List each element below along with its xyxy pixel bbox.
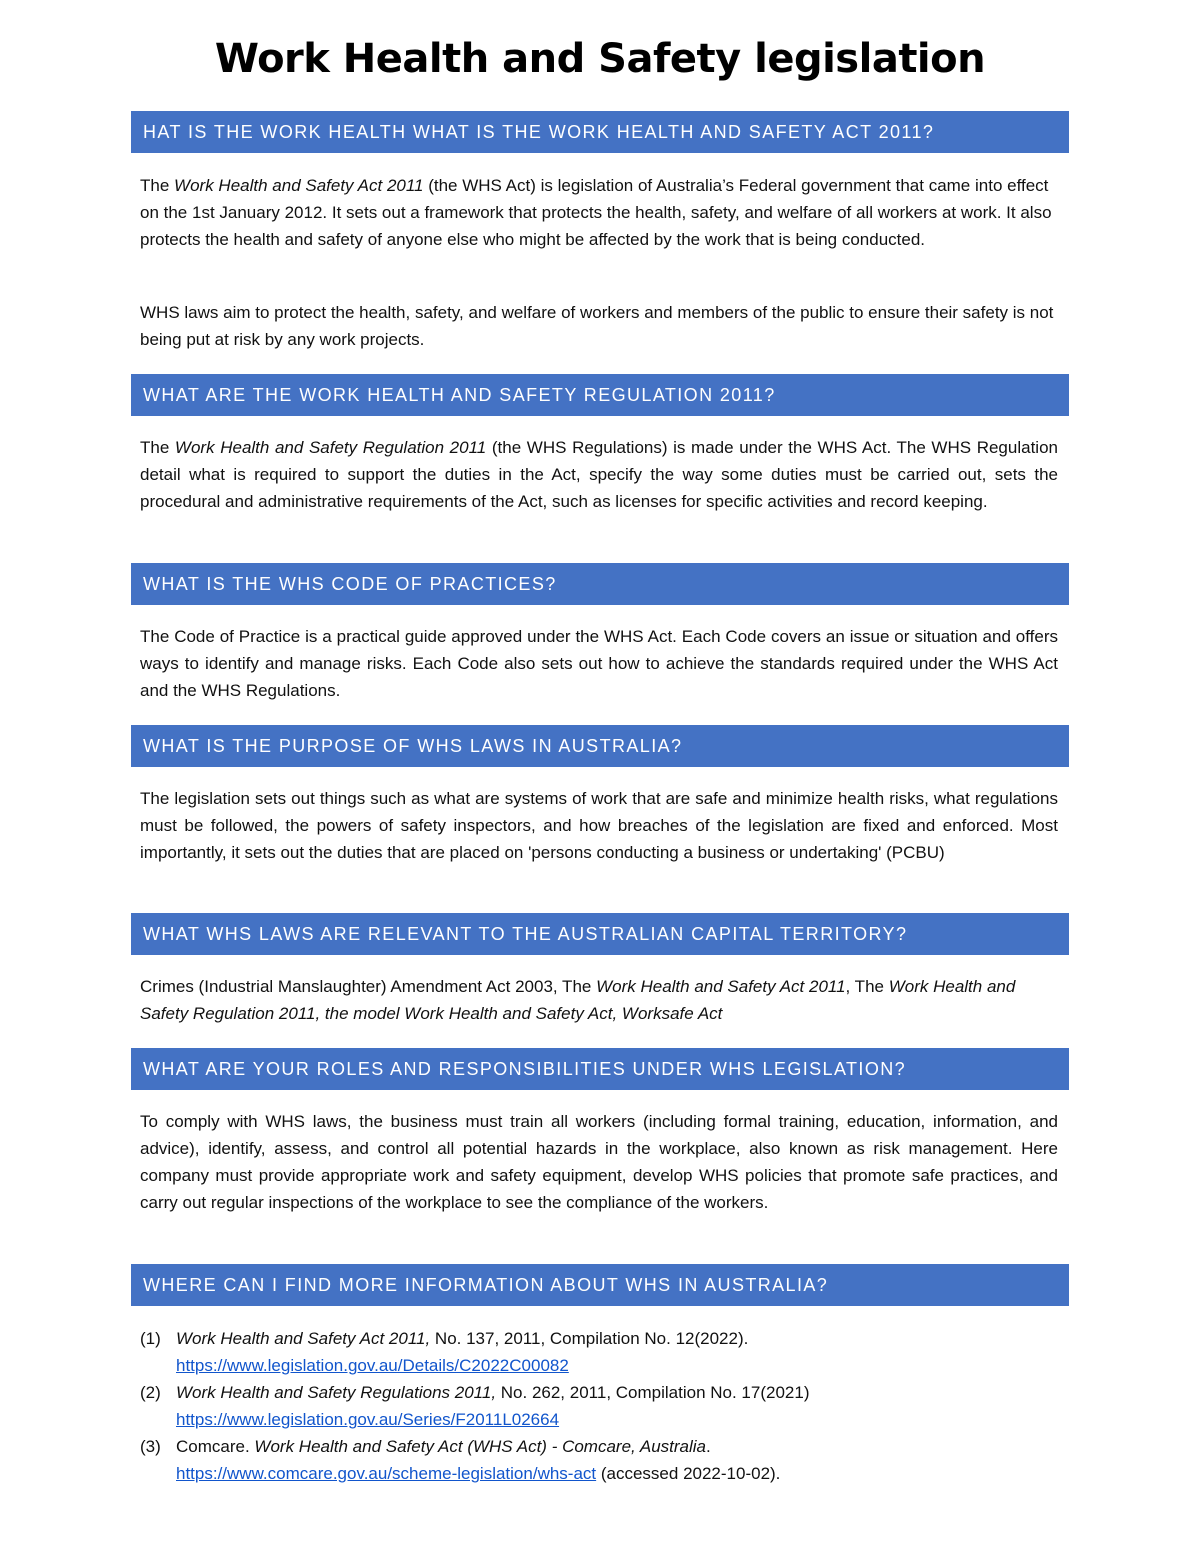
reference-link-comcare[interactable]: https://www.comcare.gov.au/scheme-legislation/whs-act: [176, 1464, 597, 1483]
section-heading-whs-regulation: WHAT ARE THE WORK HEALTH AND SAFETY REGULATION 2011?: [131, 374, 1069, 416]
reference-number: (1): [140, 1329, 161, 1348]
section-heading-code-of-practices: WHAT IS THE WHS CODE OF PRACTICES?: [131, 563, 1069, 605]
paragraph-purpose: The legislation sets out things such as what are systems of work that are safe and minimize health risks, what regulations must be followed, the powers of safety inspectors, and how breaches of the legislation are fixed and enforced. Most importantly, it sets out the duties that are placed on 'persons conducting a business or undertaking' (PCBU): [140, 789, 1058, 862]
section-heading-whs-act: HAT IS THE WORK HEALTH WHAT IS THE WORK HEALTH AND SAFETY ACT 2011?: [131, 111, 1069, 153]
reference-number: (2): [140, 1383, 161, 1402]
reference-item: (1) Work Health and Safety Act 2011, No. 137, 2011, Compilation No. 12(2022). https://www.legislation.gov.au/Details/C2022C00082: [140, 1325, 1058, 1379]
reference-link-whs-regulations[interactable]: https://www.legislation.gov.au/Series/F2011L02664: [176, 1410, 560, 1429]
reference-item: (2) Work Health and Safety Regulations 2011, No. 262, 2011, Compilation No. 17(2021) https://www.legislation.gov.au/Series/F2011L02664: [140, 1379, 1058, 1433]
paragraph-act-relevant-laws: Crimes (Industrial Manslaughter) Amendment Act 2003, The Work Health and Safety Act 2011, The Work Health and Safety Regulation 2011, the model Work Health and Safety Act, Worksafe Act: [140, 977, 1016, 1023]
section-heading-purpose: WHAT IS THE PURPOSE OF WHS LAWS IN AUSTRALIA?: [131, 725, 1069, 767]
reference-list: [140, 1325, 1058, 1487]
reference-item: (3) Comcare. Work Health and Safety Act (WHS Act) - Comcare, Australia. https://www.comcare.gov.au/scheme-legislation/whs-act (accessed 2022-10-02).: [140, 1433, 1058, 1487]
paragraph-whs-laws-aim: WHS laws aim to protect the health, safety, and welfare of workers and members of the public to ensure their safety is not being put at risk by any work projects.: [140, 303, 1054, 349]
paragraph-roles-responsibilities: To comply with WHS laws, the business must train all workers (including formal training, education, information, and advice), identify, assess, and control all potential hazards in the workplace, also known as risk management. Here company must provide appropriate work and safety equipment, develop WHS policies that promote safe practices, and carry out regular inspections of the workplace to see the compliance of the workers.: [140, 1112, 1058, 1212]
paragraph-code-of-practice: The Code of Practice is a practical guide approved under the WHS Act. Each Code covers an issue or situation and offers ways to identify and manage risks. Each Code also sets out how to achieve the standards required under the WHS Act and the WHS Regulations.: [140, 627, 1058, 700]
page-title: Work Health and Safety legislation: [214, 36, 986, 82]
paragraph-whs-regulation: The Work Health and Safety Regulation 2011 (the WHS Regulations) is made under the WHS Act. The WHS Regulation detail what is required to support the duties in the Act, specify the way some duties must be carried out, sets the procedural and administrative requirements of the Act, such as licenses for specific activities and record keeping.: [140, 438, 1058, 511]
section-heading-roles-responsibilities: WHAT ARE YOUR ROLES AND RESPONSIBILITIES UNDER WHS LEGISLATION?: [131, 1048, 1069, 1090]
section-heading-more-information: WHERE CAN I FIND MORE INFORMATION ABOUT WHS IN AUSTRALIA?: [131, 1264, 1069, 1306]
reference-link-whs-act[interactable]: https://www.legislation.gov.au/Details/C2022C00082: [176, 1356, 569, 1375]
paragraph-whs-act: The Work Health and Safety Act 2011 (the WHS Act) is legislation of Australia’s Federal government that came into effect on the 1st January 2012. It sets out a framework that protects the health, safety, and welfare of all workers at work. It also protects the health and safety of anyone else who might be affected by the work that is being conducted.: [140, 176, 1052, 249]
section-heading-act-relevant-laws: WHAT WHS LAWS ARE RELEVANT TO THE AUSTRALIAN CAPITAL TERRITORY?: [131, 913, 1069, 955]
reference-number: (3): [140, 1437, 161, 1456]
